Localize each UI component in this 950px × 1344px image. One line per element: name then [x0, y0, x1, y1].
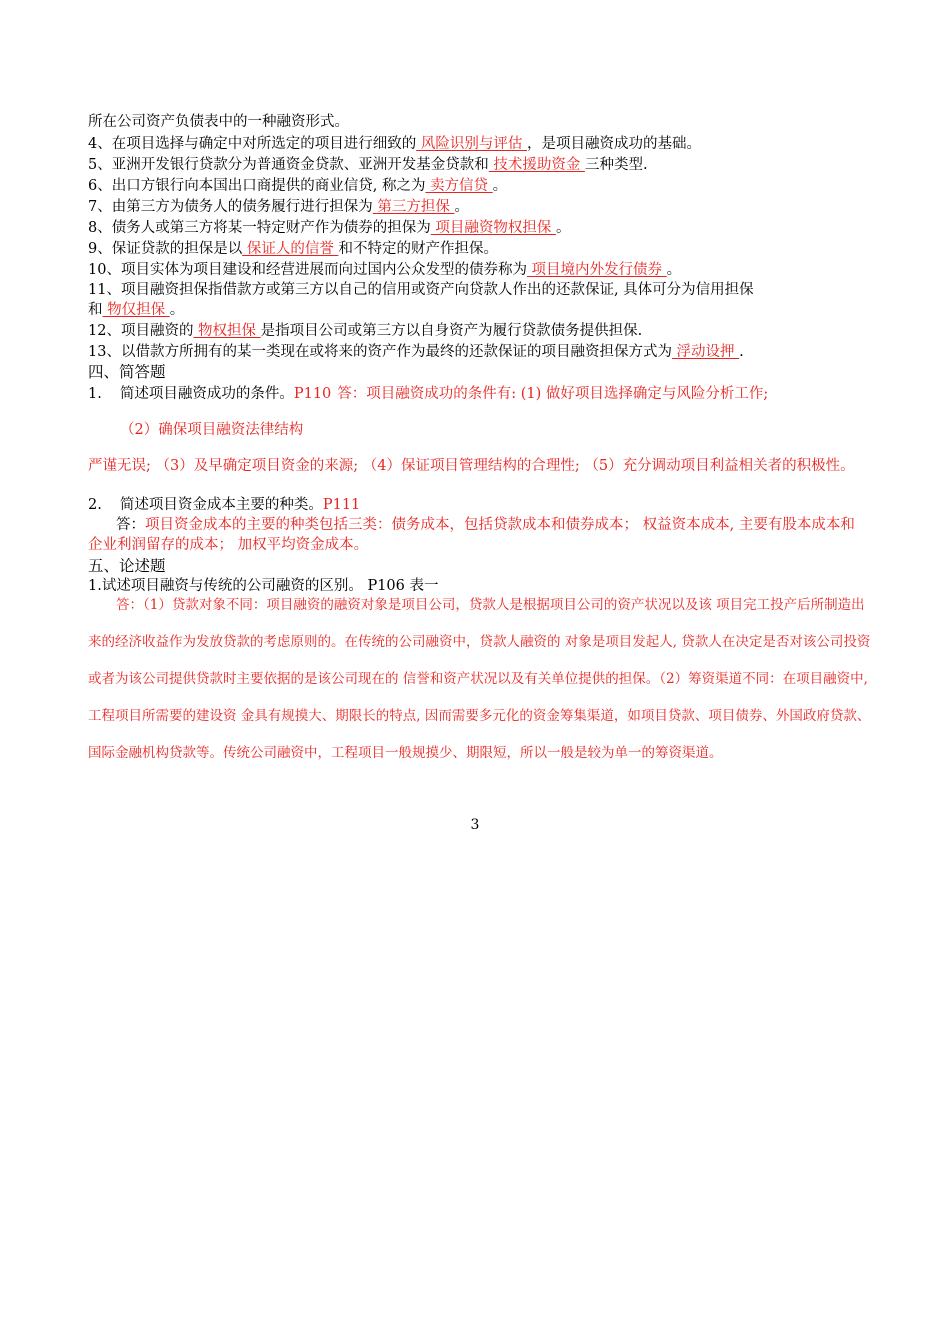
- answer-1-part: （2）确保项目融资法律结构: [120, 422, 304, 438]
- line-9: 9、保证贷款的担保是以 保证人的信誉 和不特定的财产作担保。: [88, 241, 498, 257]
- answer-blank: 浮动设押: [671, 344, 740, 360]
- question-2: 2. 简述项目资金成本主要的种类。P111: [88, 497, 361, 513]
- answer-blank: 项目境内外发行债券: [526, 262, 667, 278]
- line-12: 12、项目融资的 物权担保 是指项目公司或第三方以自身资产为履行贷款债务提供担保.: [88, 323, 643, 339]
- line-6: 6、出口方银行向本国出口商提供的商业信贷, 称之为 卖方信贷 。: [88, 178, 508, 194]
- line-intro: 所在公司资产负债表中的一种融资形式。: [88, 114, 349, 130]
- answer-2: 答：项目资金成本的主要的种类包括三类：债务成本，包括贷款成本和债券成本； 权益资本成本, 主要有股本成本和企业利润留存的成本； 加权平均资金成本。: [88, 517, 855, 553]
- line-10: 10、项目实体为项目建设和经营进展而向过国内公众发型的债券称为 项目境内外发行债券 。: [88, 262, 682, 278]
- page-number: 3: [470, 817, 480, 833]
- section-title-short-answer: 四、简答题: [88, 363, 166, 381]
- answer-blank: 风险识别与评估: [416, 136, 527, 152]
- line-13: 13、以借款方所拥有的某一类现在或将来的资产作为最终的还款保证的项目融资担保方式为 浮动设押 .: [88, 344, 744, 360]
- section-title-essay: 五、论述题: [88, 557, 166, 575]
- answer-1-cont: 严谨无误; （3）及早确定项目资金的来源; （4）保证项目管理结构的合理性; （5）充分调动项目利益相关者的积极性。: [88, 458, 855, 474]
- line-5: 5、亚洲开发银行贷款分为普通资金贷款、亚洲开发基金贷款和 技术援助资金 三种类型.: [88, 157, 648, 173]
- answer-blank: 卖方信贷: [425, 178, 493, 194]
- line-11: 11、项目融资担保指借款方或第三方以自己的信用或资产向贷款人作出的还款保证, 具体可分为信用担保: [88, 282, 754, 298]
- answer-blank: 技术援助资金: [488, 157, 585, 173]
- line-7: 7、由第三方为债务人的债务履行进行担保为 第三方担保 。: [88, 199, 469, 215]
- answer-blank: 物仅担保: [102, 302, 170, 318]
- essay-question-1: 1.试述项目融资与传统的公司融资的区别。 P106 表一: [88, 578, 439, 594]
- answer-blank: 保证人的信誉: [242, 241, 339, 257]
- line-11-cont: 和 物仅担保 。: [88, 302, 185, 318]
- answer-blank: 第三方担保: [372, 199, 455, 215]
- essay-answer-1: 答：（1）贷款对象不同：项目融资的融资对象是项目公司，贷款人是根据项目公司的资产状况以及该 项目完工投产后所制造出来的经济收益作为发放贷款的考虑原则的。在传统的公司融资中，贷款人融资的 对象是项目发起人, 贷款人在决定是否对该公司投资或者为该公司提供贷款时主要依据的是该公司现在的 信誉和资产状况以及有关单位提供的担保。（2）筹资渠道不同：在项目融资中, 工程项目所需要的建设资 金具有规摸大、期限长的特点, 因而需要多元化的资金筹集渠道，如项目贷款、项目债券、外国政府贷款、 国际金融机构贷款等。传统公司融资中，工程项目一般规摸少、期限短，所以一般是较为单一的筹资渠道。: [88, 597, 871, 761]
- answer-blank: 项目融资物权担保: [430, 220, 556, 236]
- answer-blank: 物权担保: [193, 323, 261, 339]
- line-8: 8、债务人或第三方将某一特定财产作为债券的担保为 项目融资物权担保 。: [88, 220, 571, 236]
- line-4: 4、在项目选择与确定中对所选定的项目进行细致的 风险识别与评估 ，是项目融资成功的基础。: [88, 136, 701, 152]
- question-1: 1. 简述项目融资成功的条件。P110 答：项目融资成功的条件有: (1) 做好项目选择确定与风险分析工作;: [88, 386, 769, 402]
